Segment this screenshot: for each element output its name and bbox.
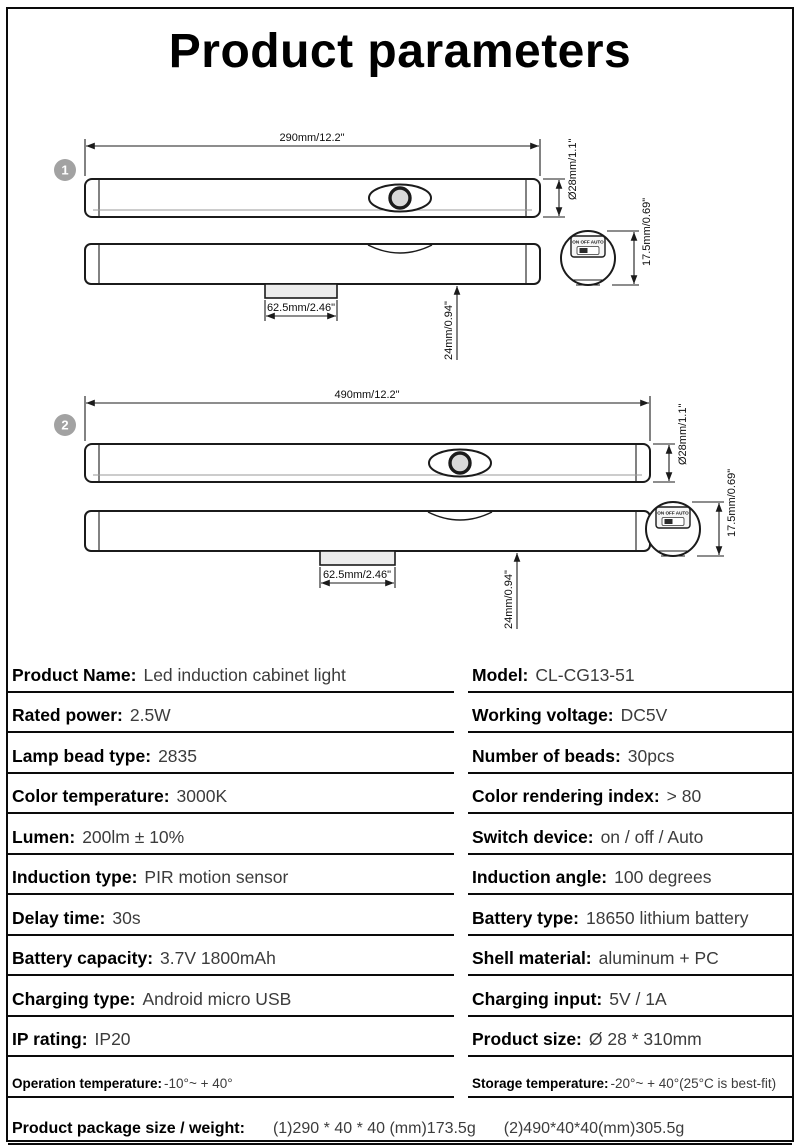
spec-label: Number of beads: xyxy=(472,745,621,766)
spec-row xyxy=(8,693,792,734)
spec-label: Lumen: xyxy=(12,826,76,847)
spec-cell xyxy=(468,936,792,977)
switch-labels-1: ON OFF AUTO xyxy=(572,239,604,245)
depth-label-1: 24mm/0.94" xyxy=(443,301,455,360)
side-view-2 xyxy=(85,511,650,565)
spec-label: Delay time: xyxy=(12,907,106,928)
spec-cell xyxy=(8,855,454,896)
height-label-1: 17.5mm/0.69" xyxy=(641,197,653,266)
length-dimension-2 xyxy=(85,389,650,441)
bracket-dimension-1 xyxy=(265,300,337,321)
spec-value: aluminum + PC xyxy=(598,948,719,968)
switch-knob-2 xyxy=(665,519,673,524)
spec-value: -10°~ + 40° xyxy=(164,1075,233,1091)
technical-drawing-1 xyxy=(0,94,800,377)
spec-value: 3.7V 1800mAh xyxy=(160,948,276,968)
spec-cell xyxy=(468,733,792,774)
spec-label: Induction angle: xyxy=(472,867,608,887)
diameter-dimension-1 xyxy=(543,139,579,217)
spec-row xyxy=(8,936,792,977)
spec-value: -20°~ + 40°(25°C is best-fit) xyxy=(610,1075,777,1091)
spec-label: Battery capacity: xyxy=(12,948,154,968)
spec-cell xyxy=(468,652,792,693)
diameter-label-2: Ø28mm/1.1" xyxy=(677,403,689,465)
spec-value: IP20 xyxy=(94,1029,131,1049)
spec-table xyxy=(8,652,792,1145)
spec-value: Android micro USB xyxy=(142,988,292,1009)
spec-label: Storage temperature: xyxy=(472,1075,609,1091)
spec-value: 100 degrees xyxy=(614,867,712,887)
sensor-lens-1 xyxy=(390,188,410,208)
spec-row xyxy=(8,855,792,896)
spec-cell xyxy=(468,693,792,734)
spec-label: Product package size / weight: xyxy=(12,1120,245,1137)
spec-cell xyxy=(8,976,454,1017)
spec-value: 200lm ± 10% xyxy=(82,826,185,847)
length-dimension-1 xyxy=(85,132,540,176)
spec-cell xyxy=(8,895,454,936)
depth-dimension-1 xyxy=(443,286,457,360)
depth-label-2: 24mm/0.94" xyxy=(503,570,515,629)
spec-row xyxy=(8,1017,792,1058)
spec-row-package xyxy=(8,1098,792,1146)
spec-cell xyxy=(468,1057,792,1098)
item-1-badge xyxy=(54,159,76,181)
spec-row xyxy=(8,774,792,815)
spec-value: > 80 xyxy=(666,786,702,806)
top-view-2 xyxy=(85,444,650,482)
side-view-1 xyxy=(85,244,540,298)
spec-label: Charging type: xyxy=(12,988,136,1009)
spec-row xyxy=(8,895,792,936)
spec-row xyxy=(8,814,792,855)
spec-value: 30s xyxy=(112,907,141,928)
spec-value: 5V / 1A xyxy=(609,988,667,1009)
spec-label: Rated power: xyxy=(12,705,123,725)
height-dimension-2 xyxy=(692,469,738,556)
spec-value: Ø 28 * 310mm xyxy=(588,1029,702,1049)
spec-value: on / off / Auto xyxy=(600,826,704,847)
top-view-1 xyxy=(85,179,540,217)
spec-label: IP rating: xyxy=(12,1029,88,1049)
spec-cell xyxy=(8,652,454,693)
spec-value: 2835 xyxy=(158,745,197,766)
height-dimension-1 xyxy=(607,198,653,285)
bracket-label-1: 62.5mm/2.46" xyxy=(266,302,336,314)
spec-cell xyxy=(468,814,792,855)
height-label-2: 17.5mm/0.69" xyxy=(726,468,738,537)
end-view-1 xyxy=(561,231,615,285)
spec-label: Switch device: xyxy=(472,826,594,847)
spec-row xyxy=(8,976,792,1017)
spec-label: Battery type: xyxy=(472,907,579,928)
spec-cell xyxy=(8,936,454,977)
spec-row xyxy=(8,1057,792,1098)
spec-label: Product Name: xyxy=(12,664,137,685)
spec-cell xyxy=(8,1017,454,1058)
length-label-1: 290mm/12.2" xyxy=(279,132,345,144)
spec-cell xyxy=(468,895,792,936)
spec-cell xyxy=(8,814,454,855)
bracket-dimension-2 xyxy=(320,567,395,588)
spec-label: Color rendering index: xyxy=(472,786,660,806)
spec-cell xyxy=(468,774,792,815)
diameter-label-1: Ø28mm/1.1" xyxy=(567,138,579,200)
spec-cell xyxy=(8,774,454,815)
spec-value: (2)490*40*40(mm)305.5g xyxy=(503,1120,685,1137)
technical-drawing-2 xyxy=(0,377,800,660)
spec-row xyxy=(8,733,792,774)
spec-cell xyxy=(8,733,454,774)
length-label-2: 490mm/12.2" xyxy=(334,389,400,401)
spec-label: Charging input: xyxy=(472,988,603,1009)
spec-cell xyxy=(8,1057,454,1098)
bracket-label-2: 62.5mm/2.46" xyxy=(322,569,392,581)
spec-value: Led induction cabinet light xyxy=(143,664,346,685)
spec-value: DC5V xyxy=(620,705,668,725)
spec-cell xyxy=(468,855,792,896)
spec-value: 30pcs xyxy=(627,745,675,766)
spec-value: CL-CG13-51 xyxy=(535,664,635,685)
spec-cell xyxy=(468,1017,792,1058)
spec-cell xyxy=(8,693,454,734)
mounting-bracket-2 xyxy=(320,551,395,565)
end-view-2 xyxy=(646,502,700,556)
spec-label: Product size: xyxy=(472,1029,582,1049)
spec-label: Shell material: xyxy=(472,948,592,968)
spec-label: Induction type: xyxy=(12,867,138,887)
item-2-number: 2 xyxy=(61,417,69,433)
diameter-dimension-2 xyxy=(653,404,689,482)
spec-value: 2.5W xyxy=(129,705,171,725)
spec-value: PIR motion sensor xyxy=(144,867,289,887)
page-title: Product parameters xyxy=(168,25,632,78)
spec-label: Operation temperature: xyxy=(12,1075,163,1091)
spec-label: Lamp bead type: xyxy=(12,745,152,766)
mounting-bracket-1 xyxy=(265,284,337,298)
depth-dimension-2 xyxy=(503,553,517,629)
spec-row xyxy=(8,652,792,693)
spec-label: Color temperature: xyxy=(12,786,170,806)
sensor-lens-2 xyxy=(450,453,470,473)
spec-cell xyxy=(468,976,792,1017)
switch-labels-2: ON OFF AUTO xyxy=(657,510,689,516)
spec-value: 18650 lithium battery xyxy=(585,907,749,928)
spec-label: Working voltage: xyxy=(472,705,614,725)
item-1-number: 1 xyxy=(61,162,69,178)
item-2-badge xyxy=(54,414,76,436)
spec-value: 3000K xyxy=(176,786,228,806)
spec-label: Model: xyxy=(472,664,529,685)
spec-value: (1)290 * 40 * 40 (mm)173.5g xyxy=(272,1120,476,1137)
switch-knob-1 xyxy=(580,248,588,253)
